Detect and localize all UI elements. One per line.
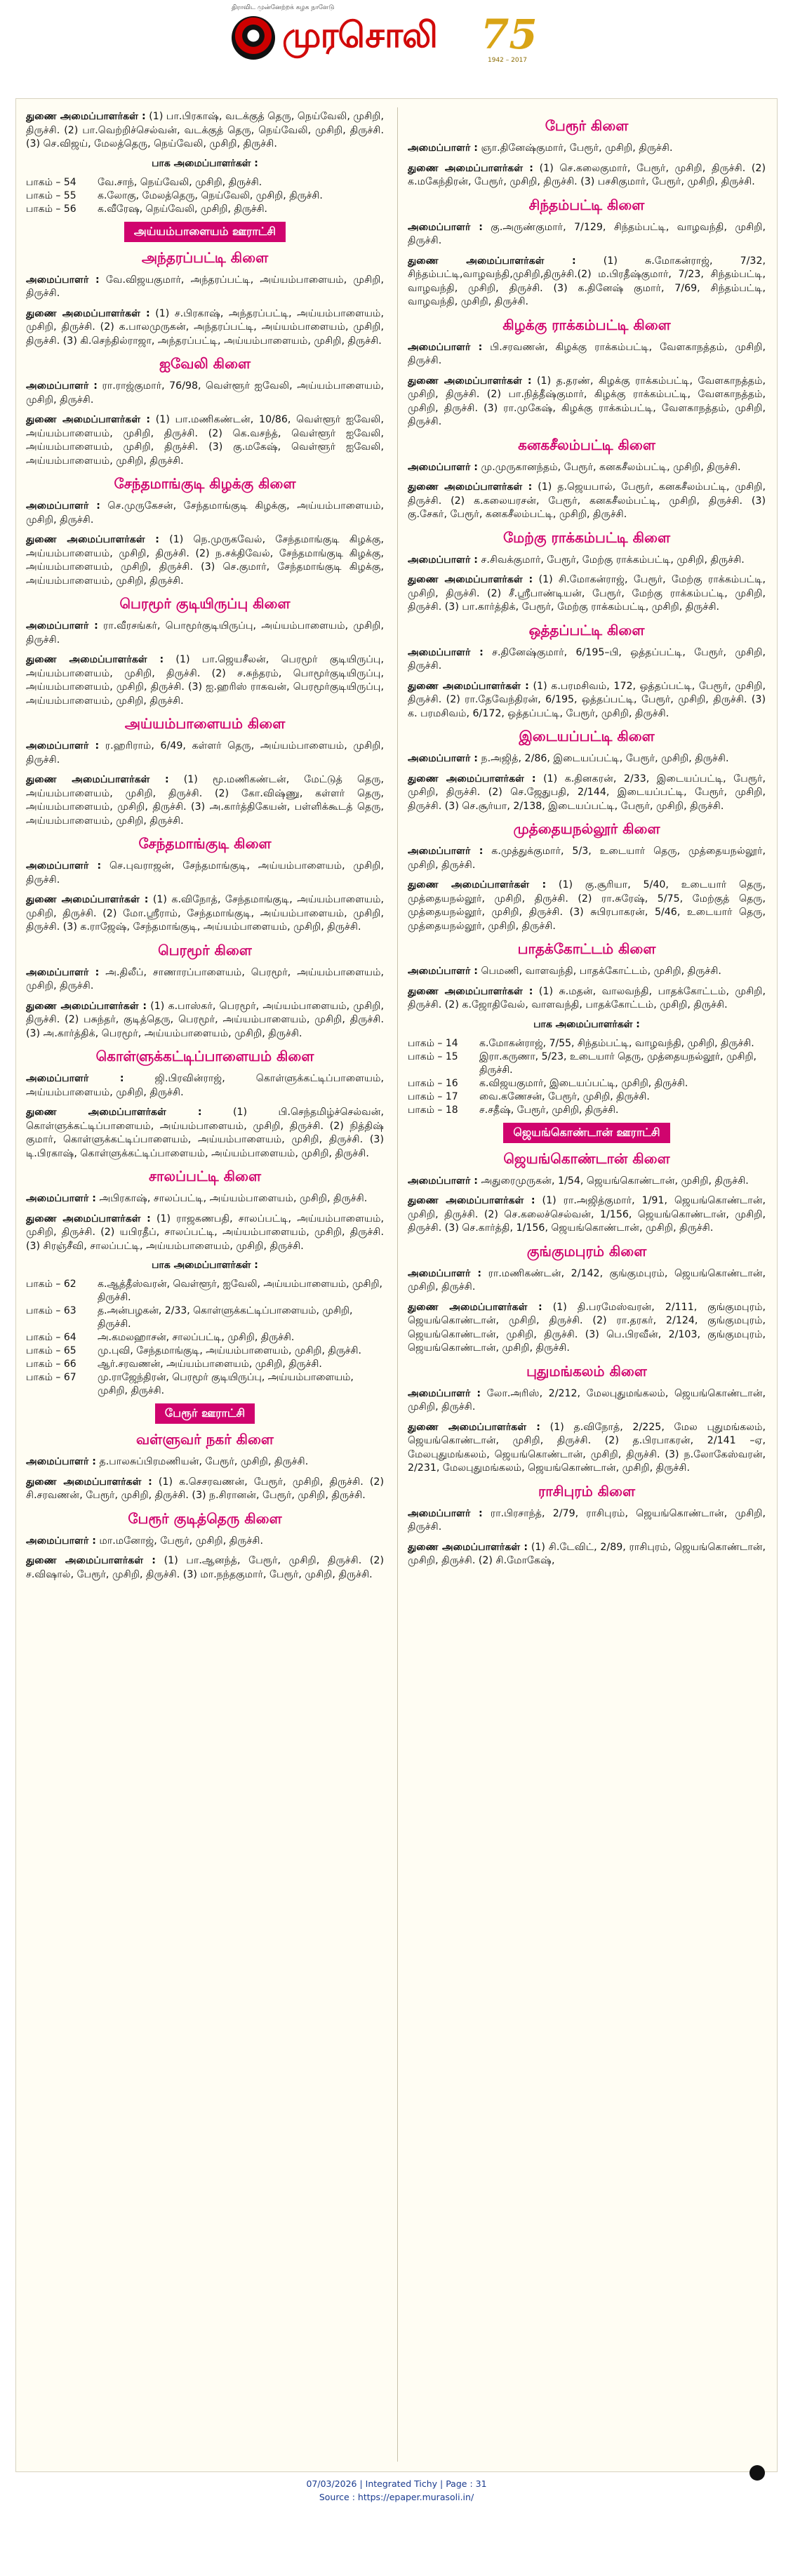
member-details: (1) சு.மதன், வாலவந்தி, பாதக்கோட்டம், முசிறி, திருச்சி. (2) க.ஜோதிவேல், வாளவந்தி, பாதக்கோட்டம், முசிறி, திருச்சி. <box>408 985 766 1010</box>
member-paragraph <box>408 573 766 615</box>
footer-source: Source : https://epaper.murasoli.in/ <box>319 2492 474 2502</box>
member-paragraph <box>408 1267 766 1295</box>
column-divider <box>397 107 398 2462</box>
role-label: அமைப்பாளர் : <box>26 1456 96 1467</box>
role-label: துணை அமைப்பாளர்கள் : <box>26 654 164 665</box>
footer-separator: | <box>359 2478 366 2489</box>
masthead <box>0 0 793 74</box>
anniversary-badge: 75 <box>481 11 538 58</box>
branch-heading: வள்ளுவர் நகர் கிளை <box>136 1431 274 1448</box>
booth-organizer: அ.கமலஹாசன், சாலப்பட்டி, முசிறி, திருச்சி. <box>98 1332 295 1343</box>
branch-heading: முத்தையநல்லூர் கிளை <box>513 820 660 837</box>
branch-heading: மேற்கு ராக்கம்பட்டி கிளை <box>502 528 671 546</box>
member-paragraph <box>26 1213 384 1254</box>
branch-heading: ராசிபுரம் கிளை <box>538 1482 636 1500</box>
member-paragraph <box>408 879 766 933</box>
role-label: துணை அமைப்பாளர்கள் : <box>408 481 533 493</box>
booth-organizer: க.ஆத்தீஸ்வரன், வெள்ளூர், ஐவேலி, அய்யம்பாளையம், முசிறி, திருச்சி. <box>98 1279 382 1303</box>
role-label: துணை அமைப்பாளர்கள் : <box>408 375 532 387</box>
member-paragraph <box>408 1421 766 1476</box>
member-details: (1) பி.செந்தமிழ்ச்செல்வன், கொள்ளுக்கட்டிப்பாளையம், அய்யம்பாளையம், முசிறி, திருச்சி. (2) நித்திஷ் குமார், கொள்ளுக்கட்டிப்பாளையம், அய்யம்பாளையம், முசிறி, திருச்சி. (3) டி.பிரகாஷ், கொள்ளுக்கட்டிப்பாளையம், அய்யம்பாளையம், முசிறி, திருச்சி. <box>26 1107 384 1159</box>
role-label: துணை அமைப்பாளர்கள் : <box>408 985 533 997</box>
member-details: (1) க.பரமசிவம், 172, ஒத்தப்பட்டி, பேரூர், முசிறி, திருச்சி. (2) ரா.தேவேந்திரன், 6/195, ஒத்தப்பட்டி, பேரூர், முசிறி, திருச்சி. (3) க. பரமசிவம், 6/172, ஒத்தப்பட்டி, பேரூர், முசிறி, திருச்சி. <box>408 680 766 719</box>
member-paragraph <box>26 1000 384 1041</box>
member-paragraph <box>408 773 766 814</box>
booth-list <box>26 176 384 216</box>
role-label: அமைப்பாளர் : <box>26 380 98 392</box>
member-paragraph <box>408 985 766 1013</box>
role-label: துணை அமைப்பாளர்கள் : <box>26 534 159 545</box>
panchayat-title: ஜெயங்கொண்டான் ஊராட்சி <box>503 1123 669 1143</box>
member-details: ந.அஜித், 2/86, இடையப்பட்டி, பேரூர், முசிறி, திருச்சி. <box>477 753 729 764</box>
panchayat-banner <box>26 222 384 242</box>
member-details: (1) பா.ஆனந்த், பேரூர், முசிறி, திருச்சி. (2) ச.விஷால், பேரூர், முசிறி, திருச்சி. (3) மா.நந்தகுமார், பேரூர், முசிறி, திருச்சி. <box>26 1555 384 1580</box>
role-label: அமைப்பாளர் : <box>408 1175 478 1187</box>
role-label: அமைப்பாளர் : <box>408 461 478 473</box>
member-details: (1) பா.மணிகண்டன், 10/86, வெள்ளூர் ஐவேலி, அய்யம்பாளையம், முசிறி, திருச்சி. (2) கெ.வசந்த், வெள்ளூர் ஐவேலி, அய்யம்பாளையம், முசிறி, திருச்சி. (3) கு.மகேஷ், வெள்ளூர் ஐவேலி, அய்யம்பாளையம், முசிறி, திருச்சி. <box>26 414 384 467</box>
member-paragraph <box>408 1507 766 1535</box>
role-label: துணை அமைப்பாளர்கள் : <box>26 1107 202 1118</box>
booth-number: பாகம் – 64 <box>26 1332 76 1343</box>
role-label: அமைப்பாளர் : <box>26 1193 96 1204</box>
booth-number: பாகம் – 15 <box>408 1050 458 1062</box>
role-label: அமைப்பாளர் : <box>26 274 100 286</box>
role-label: துணை அமைப்பாளர்கள் : <box>26 1476 152 1488</box>
role-label: அமைப்பாளர் : <box>26 1535 96 1547</box>
booth-organizer: ச.சதீஷ், பேரூர், முசிறி, திருச்சி. <box>479 1104 619 1116</box>
member-paragraph <box>408 752 766 766</box>
member-paragraph <box>408 965 766 979</box>
member-details: (1) ராஜகணபதி, சாலப்பட்டி, அய்யம்பாளையம், முசிறி, திருச்சி. (2) யபிரதீப், சாலப்பட்டி, அய்யம்பாளையம், முசிறி, திருச்சி. (3) சிரஞ்சீவி, சாலப்பட்டி, அய்யம்பாளையம், முசிறி, திருச்சி. <box>26 1213 384 1252</box>
role-label: துணை அமைப்பாளர்கள் : <box>26 414 151 425</box>
member-paragraph <box>26 1554 384 1582</box>
role-label: அமைப்பாளர் : <box>26 500 100 512</box>
role-label: துணை அமைப்பாளர்கள் : <box>408 1421 540 1433</box>
footer-edition: Integrated Tichy <box>365 2478 438 2489</box>
member-details: ஜி.பிரவின்ராஜ், கொள்ளுக்கட்டிப்பாளையம், அய்யம்பாளையம், முசிறி, திருச்சி. <box>26 1073 384 1098</box>
branch-heading: ஒத்தப்பட்டி கிளை <box>528 621 645 639</box>
right-column <box>408 110 766 1575</box>
member-details: ஞா.தினேஷ்குமார், பேரூர், முசிறி, திருச்சி. <box>477 142 673 154</box>
member-paragraph <box>26 274 384 301</box>
booth-organizer: க.மோகன்ராஜ், 7/55, சிந்தம்பட்டி, வாழவந்தி, முசிறி, திருச்சி. <box>479 1037 754 1049</box>
booth-number: பாகம் – 54 <box>26 176 76 188</box>
member-details: மா.மனோஜ், பேரூர், முசிறி, திருச்சி. <box>95 1535 264 1547</box>
branch-heading: சாலப்பட்டி கிளை <box>148 1168 262 1184</box>
role-label: அமைப்பாளர் : <box>408 341 483 353</box>
section-subheading: பாக அமைப்பாளர்கள் : <box>533 1018 640 1030</box>
member-details: அபிரகாஷ், சாலப்பட்டி, அய்யம்பாளையம், முசிறி, திருச்சி. <box>95 1193 368 1204</box>
member-paragraph <box>408 554 766 568</box>
panchayat-banner <box>26 1403 384 1424</box>
booth-number: பாகம் – 63 <box>26 1305 76 1316</box>
member-details: ரா.பிரசாந்த், 2/79, ராசிபுரம், ஜெயங்கொண்டான், முசிறி, திருச்சி. <box>408 1507 766 1533</box>
role-label: அமைப்பாளர் : <box>26 620 98 632</box>
booth-number: பாகம் – 56 <box>26 203 76 215</box>
booth-organizer: வே.சாந், நெய்வேலி, முசிறி, திருச்சி. <box>98 176 262 188</box>
booth-organizer: வை.கணேசன், பேரூர், முசிறி, திருச்சி. <box>479 1090 650 1102</box>
member-paragraph <box>408 142 766 156</box>
member-paragraph <box>26 1106 384 1161</box>
member-details: செ.முருகேசன், சேந்தமாங்குடி கிழக்கு, அய்யம்பாளையம், முசிறி, திருச்சி. <box>26 500 384 526</box>
member-details: க.முத்துக்குமார், 5/3, உடையார் தெரு, முத்தையநல்லூர், முசிறி, திருச்சி. <box>408 846 766 871</box>
member-details: லோ.அரிஸ், 2/212, மேலபுதுமங்கலம், ஜெயங்கொண்டான், முசிறி, திருச்சி. <box>408 1387 766 1413</box>
member-details: (1) பா.ஜெயசீலன், பெரமூர் குடியிருப்பு, அய்யம்பாளையம், முசிறி, திருச்சி. (2) ச.சுந்தரம், பொமூர்குடியிருப்பு, அய்யம்பாளையம், முசிறி, திருச்சி. (3) ஐ.ஹரிஸ் ராகவன், பெரமூர்குடியிருப்பு, அய்யம்பாளையம், முசிறி, திருச்சி. <box>26 654 384 707</box>
member-details: (1) க.விநோத், சேந்தமாங்குடி, அய்யம்பாளையம், முசிறி, திருச்சி. (2) மோ.ஸ்ரீராம், சேந்தமாங்குடி, அய்யம்பாளையம், முசிறி, திருச்சி. (3) க.ராஜேஷ், சேந்தமாங்குடி, அய்யம்பாளையம், முசிறி, திருச்சி. <box>26 894 384 933</box>
role-label: துணை அமைப்பாளர்கள் : <box>408 162 533 174</box>
branch-heading: பேரூர் குடித்தெரு கிளை <box>128 1509 282 1527</box>
role-label: அமைப்பாளர் : <box>408 1387 481 1399</box>
footer-separator: | <box>440 2478 446 2489</box>
branch-heading: கிழக்கு ராக்கம்பட்டி கிளை <box>502 316 671 333</box>
branch-heading: பேரூர் கிளை <box>545 117 629 134</box>
member-paragraph <box>26 740 384 767</box>
member-paragraph <box>26 1072 384 1100</box>
role-label: துணை அமைப்பாளர்கள் : <box>408 1301 542 1313</box>
role-label: அமைப்பாளர் : <box>408 221 483 233</box>
role-label: துணை அமைப்பாளர்கள் : <box>26 111 146 122</box>
member-details: (1) த.விநோத், 2/225, மேல புதுமங்கலம், ஜெயங்கொண்டான், முசிறி, திருச்சி. (2) த.பிரபாகரன், 2/141 –ஏ, மேலபுதுமங்கலம், ஜெயங்கொண்டான், முசிறி, திருச்சி. (3) ந.லோகேஸ்வரன், 2/231, மேலபுதுமங்கலம், ஜெயங்கொண்டான், முசிறி, திருச்சி. <box>408 1421 766 1474</box>
member-details: ச.சிவக்குமார், பேரூர், மேற்கு ராக்கம்பட்டி, முசிறி, திருச்சி. <box>477 554 745 566</box>
role-label: அமைப்பாளர் : <box>408 846 484 857</box>
member-paragraph <box>408 845 766 872</box>
member-details: (1) ச.பிரகாஷ், அந்தரப்பட்டி, அய்யம்பாளையம், முசிறி, திருச்சி. (2) க.பாலமுருகன், அந்தரப்பட்டி, அய்யம்பாளையம், முசிறி, திருச்சி. (3) கி.செந்தில்ராஜா, அந்தரப்பட்டி, அய்யம்பாளையம், முசிறி, திருச்சி. <box>26 307 384 347</box>
role-label: துணை அமைப்பாளர்கள் : <box>26 894 149 905</box>
member-paragraph <box>26 966 384 994</box>
booth-number: பாகம் – 18 <box>408 1104 458 1116</box>
anniversary-years: 1942 – 2017 <box>488 57 528 64</box>
member-paragraph <box>26 110 384 152</box>
branch-heading: பெரமூர் கிளை <box>158 941 252 959</box>
member-paragraph <box>26 500 384 527</box>
member-paragraph <box>408 1541 766 1568</box>
branch-heading: குங்குமபுரம் கிளை <box>526 1242 647 1260</box>
branch-heading: பெரமூர் குடியிருப்பு கிளை <box>119 595 291 612</box>
branch-heading: இடையப்பட்டி கிளை <box>519 728 655 745</box>
member-paragraph <box>26 653 384 708</box>
member-details: ர.ஹரிராம், 6/49, கள்ளர் தெரு, அய்யம்பாளையம், முசிறி, திருச்சி. <box>26 740 384 766</box>
member-details: ரா.ராஜ்குமார், 76/98, வெள்ளூர் ஐவேலி, அய்யம்பாளையம், முசிறி, திருச்சி. <box>26 380 384 406</box>
branch-heading: ஐவேலி கிளை <box>159 355 251 372</box>
member-details: (1) க.தினகரன், 2/33, இடையப்பட்டி, பேரூர், முசிறி, திருச்சி. (2) செ.ஜேதுபதி, 2/144, இடையப்பட்டி, பேரூர், முசிறி, திருச்சி. (3) செ.சூர்யா, 2/138, இடையப்பட்டி, பேரூர், முசிறி, திருச்சி. <box>408 773 766 812</box>
role-label: அமைப்பாளர் : <box>408 142 478 154</box>
member-paragraph <box>408 1301 766 1356</box>
member-paragraph <box>408 481 766 522</box>
member-paragraph <box>26 307 384 349</box>
member-details: (1) சு.மோகன்ராஜ், 7/32, சிந்தம்பட்டி,வாழவந்தி,முசிறி,திருச்சி.(2) ம.பிரதீஷ்குமார், 7/23, சிந்தம்பட்டி, வாழவந்தி, முசிறி, திருச்சி. (3) க.தினேஷ் குமார், 7/69, சிந்தம்பட்டி, வாழவந்தி, முசிறி, திருச்சி. <box>408 255 766 307</box>
masthead-tagline: திராவிட முன்னேற்றக் கழக நாளேடு <box>232 4 335 11</box>
member-paragraph <box>408 1194 766 1236</box>
booth-number: பாகம் – 67 <box>26 1372 76 1383</box>
branch-heading: அய்யம்பாளையம் கிளை <box>124 715 286 732</box>
role-label: துணை அமைப்பாளர்கள் : <box>408 879 547 890</box>
member-details: ச.தினேஷ்குமார், 6/195–பி, ஒத்தப்பட்டி, பேரூர், முசிறி, திருச்சி. <box>408 646 766 672</box>
booth-number: பாகம் – 17 <box>408 1090 458 1102</box>
booth-organizer: மு.ராஜேந்திரன், பெரமூர் குடியிருப்பு, அய்யம்பாளையம், முசிறி, திருச்சி. <box>98 1372 354 1396</box>
member-details: அதுரைமுருகன், 1/54, ஜெயங்கொண்டான், முசிறி, திருச்சி. <box>477 1175 749 1187</box>
emblem-icon <box>232 16 275 60</box>
member-details: (1) த.ஜெயபால், பேரூர், கனகசீலம்பட்டி, முசிறி, திருச்சி. (2) க.கலையரசன், பேரூர், கனகசீலம்பட்டி, முசிறி, திருச்சி. (3) கு.சேகர், பேரூர், கனகசீலம்பட்டி, முசிறி, திருச்சி. <box>408 481 766 520</box>
member-paragraph <box>408 375 766 429</box>
booth-organizer: க.வீரேஷ, நெய்வேலி, முசிறி, திருச்சி. <box>98 203 267 215</box>
member-paragraph <box>26 893 384 935</box>
member-details: (1) தி.பரமேஸ்வரன், 2/111, குங்குமபுரம், ஜெயங்கொண்டான், முசிறி, திருச்சி. (2) ரா.தரகர், 2/124, குங்குமபுரம், ஜெயங்கொண்டான், முசிறி, திருச்சி. (3) பெ.பிரவீன், 2/103, குங்குமபுரம், ஜெயங்கொண்டான், முசிறி, திருச்சி. <box>408 1301 766 1354</box>
role-label: துணை அமைப்பாளர்கள் : <box>26 1213 151 1224</box>
role-label: அமைப்பாளர் : <box>408 966 478 977</box>
member-details: (1) சி.மோகன்ராஜ், பேரூர், மேற்கு ராக்கம்பட்டி, முசிறி, திருச்சி. (2) சீ.ஸ்ரீபாண்டியன், பேரூர், மேற்கு ராக்கம்பட்டி, முசிறி, திருச்சி. (3) பா.கார்த்திக், பேரூர், மேற்கு ராக்கம்பட்டி, முசிறி, திருச்சி. <box>408 574 766 613</box>
booth-list <box>408 1037 766 1117</box>
member-paragraph <box>408 461 766 475</box>
booth-number: பாகம் – 65 <box>26 1345 76 1356</box>
branch-heading: சேந்தமாங்குடி கிளை <box>138 835 272 852</box>
member-paragraph <box>26 1535 384 1549</box>
booth-number: பாகம் – 62 <box>26 1279 76 1290</box>
panchayat-title: பேரூர் ஊராட்சி <box>155 1403 255 1424</box>
role-label: துணை அமைப்பாளர்கள் : <box>408 255 576 267</box>
booth-organizer: க.விஜயகுமார், இடையப்பட்டி, முசிறி, திருச்சி. <box>479 1077 688 1089</box>
member-paragraph <box>26 380 384 407</box>
member-details: (1) செ.கலைகுமார், பேரூர், முசிறி, திருச்சி. (2) க.மகேந்திரன், பேரூர், முசிறி, திருச்சி. (3) பசசிகுமார், பேரூர், முசிறி, திருச்சி. <box>408 162 766 187</box>
role-label: அமைப்பாளர் : <box>26 740 100 752</box>
member-details: (1) நெ.முருகவேல், சேந்தமாங்குடி கிழக்கு, அய்யம்பாளையம், முசிறி, திருச்சி. (2) ந.சக்திவேல், சேந்தமாங்குடி கிழக்கு, அய்யம்பாளையம், முசிறி, திருச்சி. (3) செ.குமார், சேந்தமாங்குடி கிழக்கு, அய்யம்பாளையம், முசிறி, திருச்சி. <box>26 534 384 587</box>
member-paragraph <box>26 860 384 887</box>
member-paragraph <box>408 1175 766 1189</box>
booth-organizer: இரா.கருணா, 5/23, உடையார் தெரு, முத்தையநல்லூர், முசிறி, திருச்சி. <box>479 1050 757 1076</box>
member-details: அ.திலீப், சாணாரப்பாளையம், பெரமூர், அய்யம்பாளையம், முசிறி, திருச்சி. <box>26 966 384 992</box>
role-label: துணை அமைப்பாளர்கள் : <box>26 307 150 319</box>
member-details: செ.புவராஜன், சேந்தமாங்குடி, அய்யம்பாளையம், முசிறி, திருச்சி. <box>26 860 384 886</box>
member-details: பி.சரவணன், கிழக்கு ராக்கம்பட்டி, வேளகாநத்தம், முசிறி, திருச்சி. <box>408 341 766 366</box>
booth-number: பாகம் – 55 <box>26 189 76 201</box>
branch-heading: ஜெயங்கொண்டான் கிளை <box>503 1149 670 1167</box>
role-label: அமைப்பாளர் : <box>26 966 100 978</box>
member-paragraph <box>26 533 384 588</box>
member-paragraph <box>26 773 384 828</box>
panchayat-title: அய்யம்பாளையம் ஊராட்சி <box>124 222 286 242</box>
member-paragraph <box>26 620 384 647</box>
masthead-logo <box>232 11 568 70</box>
branch-heading: சேந்தமாங்குடி கிழக்கு கிளை <box>114 475 296 492</box>
role-label: துணை அமைப்பாளர்கள் : <box>408 1541 528 1553</box>
member-details: (1) க.செசரவணன், பேரூர், முசிறி, திருச்சி. (2) சி.சரவணன், பேரூர், முசிறி, திருச்சி. (3) ந.சிரானன், பேரூர், முசிறி, திருச்சி. <box>26 1476 384 1501</box>
branch-heading: சிந்தம்பட்டி கிளை <box>528 196 645 213</box>
role-label: துணை அமைப்பாளர்கள் : <box>26 774 169 785</box>
role-label: துணை அமைப்பாளர்கள் : <box>408 773 536 785</box>
member-paragraph <box>408 680 766 721</box>
member-paragraph <box>26 1192 384 1206</box>
booth-number: பாகம் – 14 <box>408 1037 458 1049</box>
left-column <box>26 110 384 1588</box>
member-paragraph <box>408 255 766 309</box>
role-label: அமைப்பாளர் : <box>408 753 478 764</box>
booth-organizer: ஆர்.சரவணன், அய்யம்பாளையம், முசிறி, திருச்சி. <box>98 1359 322 1370</box>
page-footer <box>0 2477 793 2504</box>
member-details: (1) மூ.மணிகண்டன், மேட்டுத் தெரு, அய்யம்பாளையம், முசிறி, திருச்சி. (2) கோ.விஷ்ணு, கள்ளர் தெரு, அய்யம்பாளையம், முசிறி, திருச்சி. (3) அ.கார்த்திகேயன், பள்ளிக்கூடத் தெரு, அய்யம்பாளையம், முசிறி, திருச்சி. <box>26 774 384 827</box>
member-details: (1) த.தரண், கிழக்கு ராக்கம்பட்டி, வேளகாநத்தம், முசிறி, திருச்சி. (2) பா.நித்தீஷ்குமார், கிழக்கு ராக்கம்பட்டி, வேளகாநத்தம், முசிறி, திருச்சி. (3) ரா.முகேஷ், கிழக்கு ராக்கம்பட்டி, வேளகாநத்தம், முசிறி, திருச்சி. <box>408 375 766 427</box>
role-label: அமைப்பாளர் : <box>408 1507 483 1519</box>
newspaper-title: முரசொலி <box>282 15 437 55</box>
member-paragraph <box>408 646 766 674</box>
booth-organizer: மு.புவி, சேந்தமாங்குடி, அய்யம்பாளையம், முசிறி, திருச்சி. <box>98 1345 361 1356</box>
article-page <box>15 98 778 2472</box>
branch-heading: கொள்ளுக்கட்டிப்பாளையம் கிளை <box>95 1048 314 1065</box>
member-paragraph <box>26 1455 384 1469</box>
member-details: வே.விஜயகுமார், அந்தரப்பட்டி, அய்யம்பாளையம், முசிறி, திருச்சி. <box>26 274 384 299</box>
role-label: அமைப்பாளர் : <box>408 554 478 566</box>
booth-number: பாகம் – 16 <box>408 1077 458 1089</box>
branch-heading: அந்தரப்பட்டி கிளை <box>141 248 269 266</box>
section-subheading: பாக அமைப்பாளர்கள் : <box>152 157 258 169</box>
booth-organizer: க.லோகு, மேலத்தெரு, நெய்வேலி, முசிறி, திருச்சி. <box>98 189 323 201</box>
booth-list <box>26 1278 384 1398</box>
role-label: அமைப்பாளர் : <box>26 1073 124 1084</box>
member-details: (1) சி.டேவிட், 2/89, ராசிபுரம், ஜெயங்கொண்டான், முசிறி, திருச்சி. (2) சி.மோகேஷ், <box>408 1541 766 1566</box>
member-details: (1) பா.பிரகாஷ், வடக்குத் தெரு, நெய்வேலி, முசிறி, திருச்சி. (2) பா.வெற்றிச்செல்வன், வடக்குத் தெரு, நெய்வேலி, முசிறி, திருச்சி. (3) செ.விஜய், மேலத்தெரு, நெய்வேலி, முசிறி, திருச்சி. <box>26 111 384 149</box>
role-label: அமைப்பாளர் : <box>26 860 102 872</box>
member-details: ரா.மணிகண்டன், 2/142, குங்குமபுரம், ஜெயங்கொண்டான், முசிறி, திருச்சி. <box>408 1267 766 1293</box>
member-paragraph <box>408 162 766 189</box>
section-subheading: பாக அமைப்பாளர்கள் : <box>152 1260 258 1271</box>
member-details: ரா.வீரசங்கர், பொமூர்குடியிருப்பு, அய்யம்பாளையம், முசிறி, திருச்சி. <box>26 620 384 646</box>
footer-page: Page : 31 <box>446 2478 487 2489</box>
member-details: மு.முருகானந்தம், பேரூர், கனகசீலம்பட்டி, முசிறி, திருச்சி. <box>477 461 741 473</box>
footer-meta <box>0 2477 793 2490</box>
booth-organizer: த.அன்பழகன், 2/33, கொள்ளுக்கட்டிப்பாளையம், முசிறி, திருச்சி. <box>98 1305 353 1330</box>
role-label: துணை அமைப்பாளர்கள் : <box>408 680 529 692</box>
member-paragraph <box>408 341 766 368</box>
footer-date: 07/03/2026 <box>306 2478 357 2489</box>
panchayat-banner <box>408 1123 766 1143</box>
member-paragraph <box>408 1387 766 1415</box>
role-label: துணை அமைப்பாளர்கள் : <box>408 1195 535 1206</box>
role-label: துணை அமைப்பாளர்கள் : <box>26 1000 147 1012</box>
branch-heading: கனகசீலம்பட்டி கிளை <box>518 436 655 453</box>
member-paragraph <box>408 221 766 248</box>
member-details: (1) ரா.அஜித்குமார், 1/91, ஜெயங்கொண்டான், முசிறி, திருச்சி. (2) செ.கலைச்செல்வன், 1/156, ஜெயங்கொண்டான், முசிறி, திருச்சி. (3) செ.கார்த்தி, 1/156, ஜெயங்கொண்டான், முசிறி, திருச்சி. <box>408 1195 766 1234</box>
member-details: (1) கு.சூரியா, 5/40, உடையார் தெரு, முத்தையநல்லூர், முசிறி, திருச்சி. (2) ரா.சுரேஷ், 5/75, மேற்குத் தெரு, முத்தையநல்லூர், முசிறி, திருச்சி. (3) சுபிரபாகரன், 5/46, உடையார் தெரு, முத்தையநல்லூர், முசிறி, திருச்சி. <box>408 879 766 932</box>
member-details: பெமணி, வாளவந்தி, பாதக்கோட்டம், முசிறி, திருச்சி. <box>477 966 721 977</box>
role-label: துணை அமைப்பாளர்கள் : <box>408 574 533 585</box>
booth-number: பாகம் – 66 <box>26 1359 76 1370</box>
role-label: அமைப்பாளர் : <box>408 1267 482 1279</box>
member-details: த.பாலசுப்பிரமணியன், பேரூர், முசிறி, திருச்சி. <box>95 1456 309 1467</box>
branch-heading: பாதக்கோட்டம் கிளை <box>517 940 656 957</box>
role-label: அமைப்பாளர் : <box>408 646 484 658</box>
member-paragraph <box>26 413 384 468</box>
member-details: (1) க.பாஸ்கர், பெரமூர், அய்யம்பாளையம், முசிறி, திருச்சி. (2) பசுந்தர், குடித்தெரு, பெரமூர், அய்யம்பாளையம், முசிறி, திருச்சி. (3) அ.கார்த்திக், பெரமூர், அய்யம்பாளையம், முசிறி, திருச்சி. <box>26 1000 384 1039</box>
branch-heading: புதுமங்கலம் கிளை <box>526 1362 647 1380</box>
role-label: துணை அமைப்பாளர்கள் : <box>26 1555 156 1566</box>
member-paragraph <box>26 1476 384 1503</box>
member-details: கு.அருண்குமார், 7/129, சிந்தம்பட்டி, வாழவந்தி, முசிறி, திருச்சி. <box>408 221 766 246</box>
